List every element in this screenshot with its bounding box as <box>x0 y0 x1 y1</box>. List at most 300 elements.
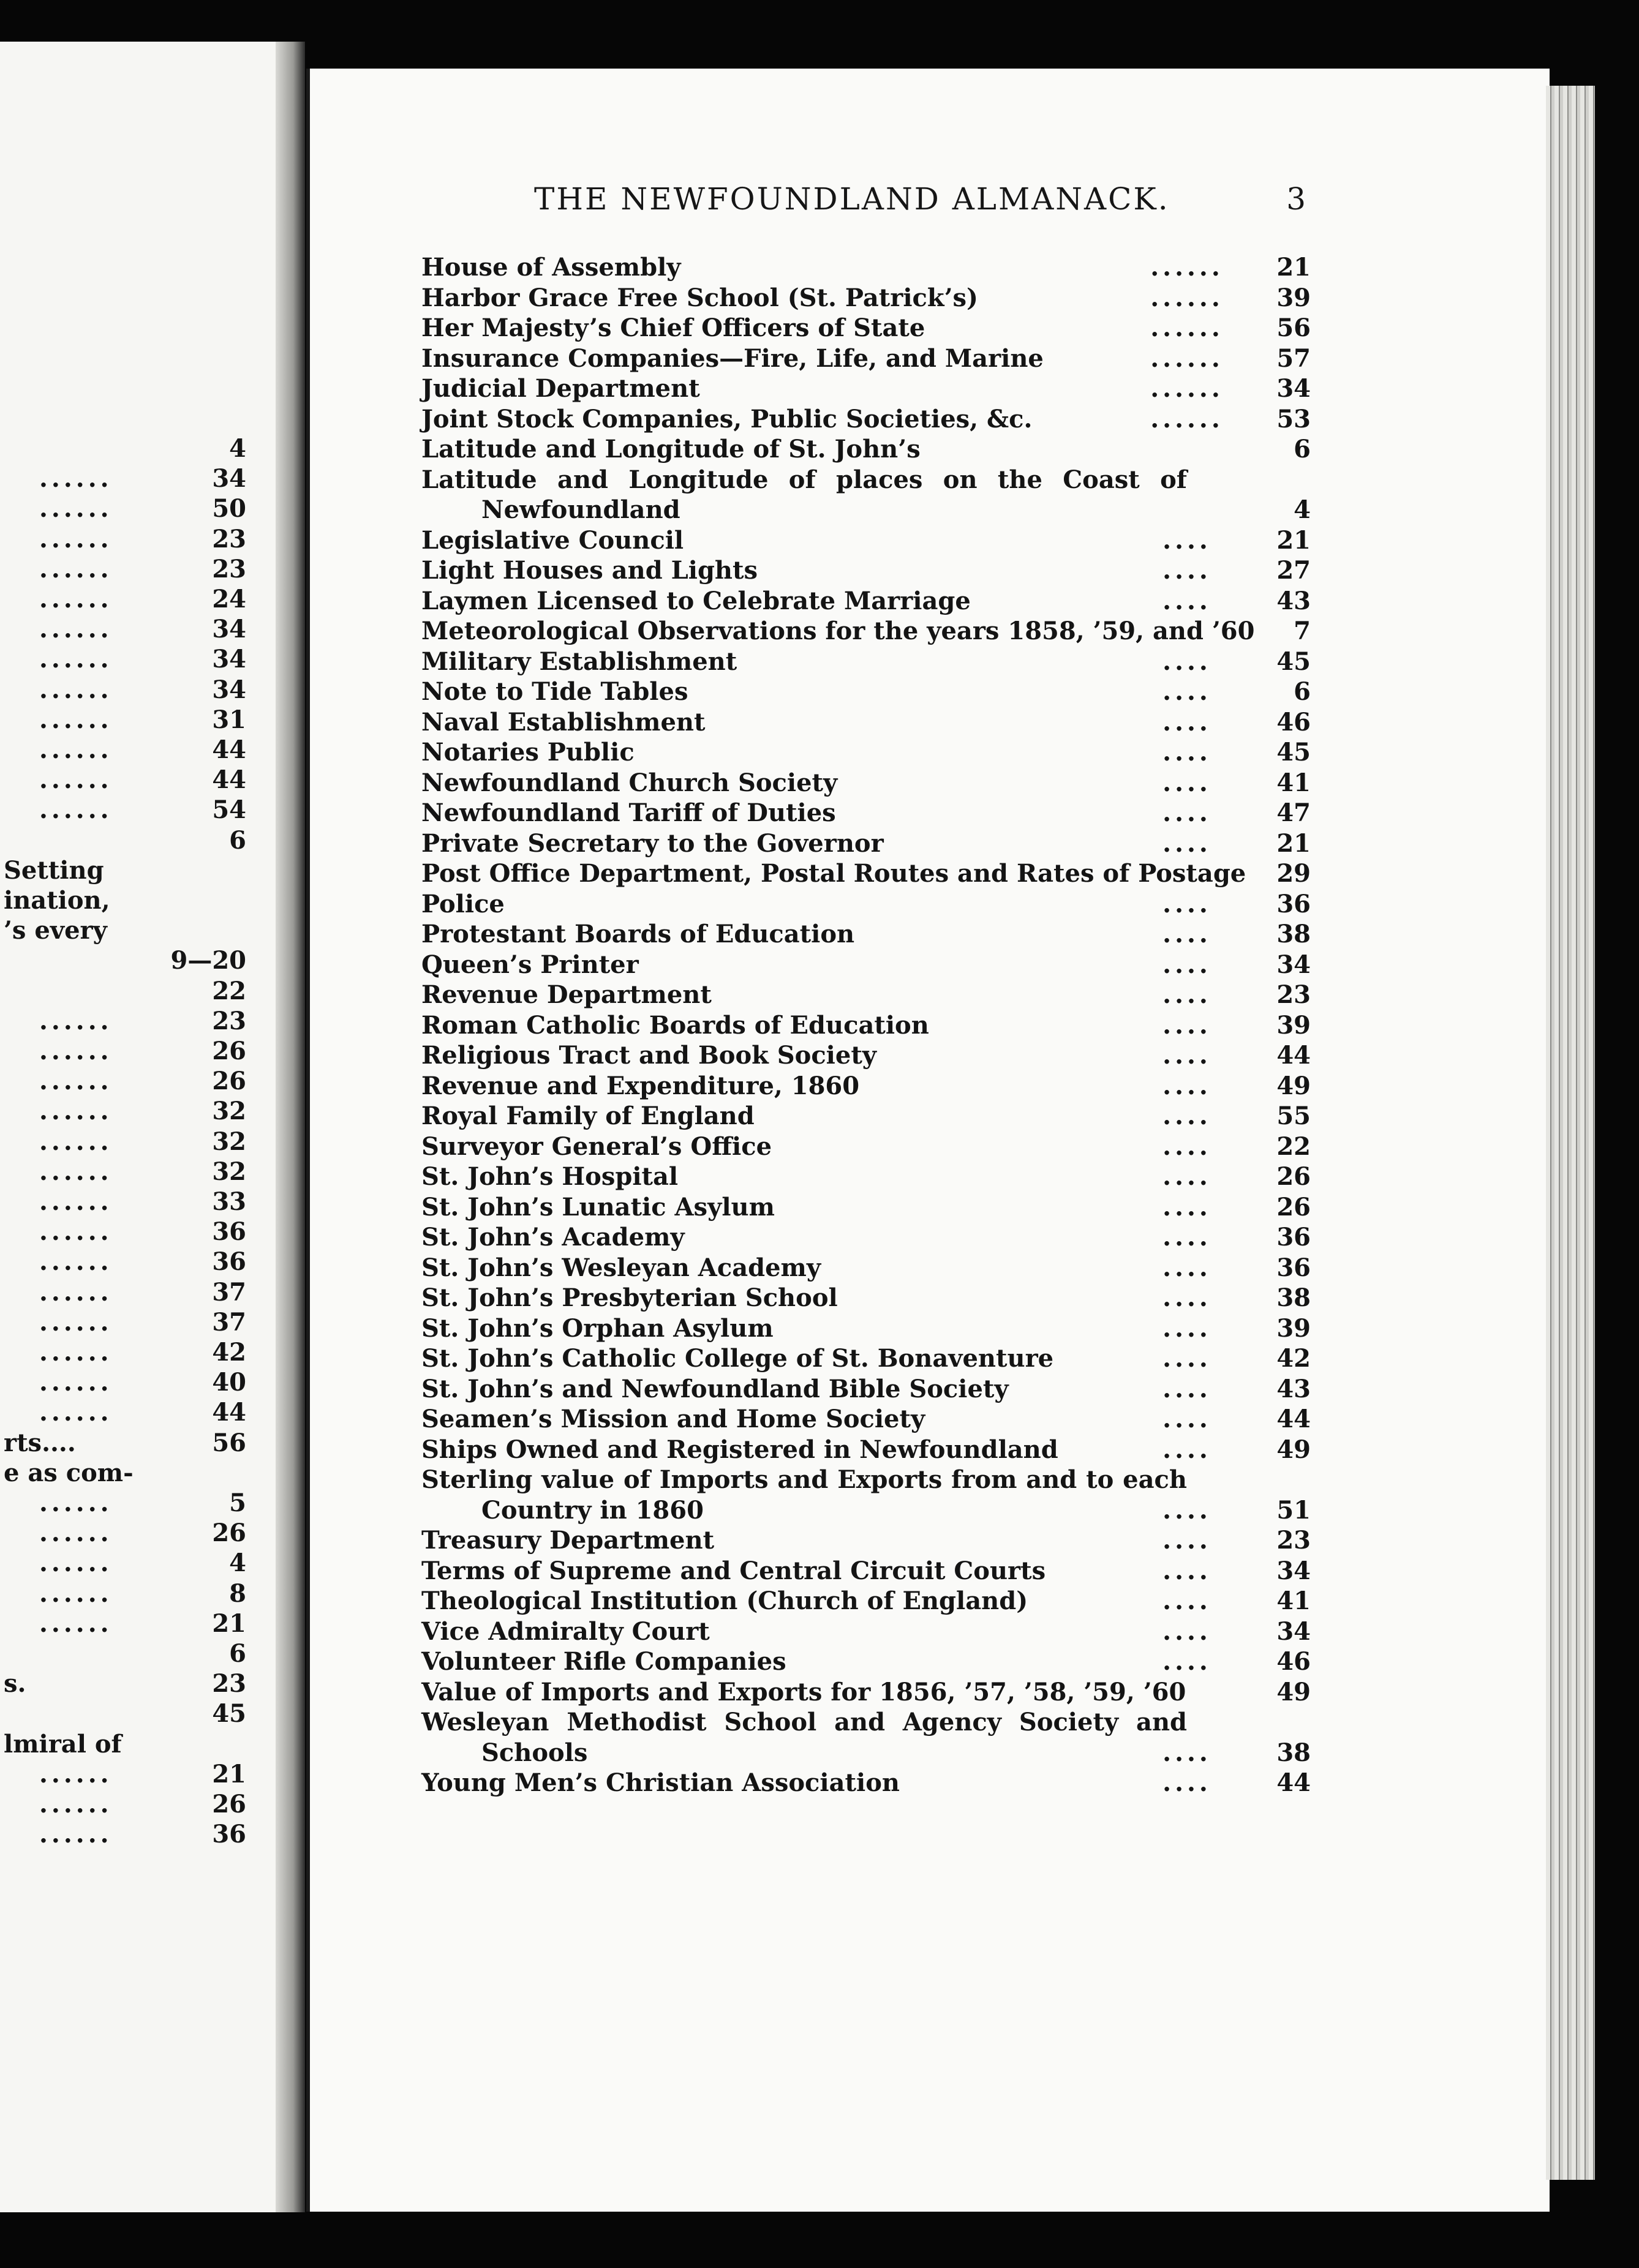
entry-title: Revenue and Expenditure, 1860 <box>421 1071 860 1100</box>
left-page-text: rts.... <box>4 1428 76 1457</box>
entry-page-number: 36 <box>1276 1253 1311 1282</box>
left-page-number: 26 <box>212 1519 246 1548</box>
entry-title: House of Assembly <box>421 253 681 282</box>
entry-page-number: 6 <box>1294 677 1311 706</box>
entry-page-number: 41 <box>1276 1586 1311 1615</box>
entry-title: St. John’s and Newfoundland Bible Society <box>421 1374 1009 1403</box>
leader-dots: .... <box>1162 677 1211 706</box>
left-page-number: 26 <box>212 1790 246 1819</box>
entry-title: Newfoundland Tariff of Duties <box>421 798 836 827</box>
entry-title: St. John’s Lunatic Asylum <box>421 1192 775 1222</box>
left-page-number: 4 <box>229 434 246 463</box>
left-page-number: 5 <box>229 1489 246 1517</box>
left-page-row <box>0 1458 257 1489</box>
entry-page-number: 44 <box>1276 1405 1311 1433</box>
index-entry <box>421 889 1311 920</box>
leader-dots: .... <box>1162 1405 1211 1433</box>
leader-dots: .... <box>1162 1313 1211 1343</box>
index-entry <box>421 647 1311 677</box>
leader-dots: ...... <box>39 705 113 734</box>
left-page-number: 34 <box>212 615 246 644</box>
leader-dots: ...... <box>39 615 113 644</box>
entry-title: Queen’s Printer <box>421 950 639 979</box>
leader-dots: .... <box>1162 1586 1211 1615</box>
left-page-number: 37 <box>212 1307 246 1337</box>
left-page-row <box>0 945 257 976</box>
entry-title: Judicial Department <box>421 374 700 403</box>
leader-dots: ...... <box>39 1097 113 1126</box>
left-page-number: 22 <box>212 976 246 1005</box>
entry-title: Legislative Council <box>421 525 684 555</box>
left-page-row <box>0 1609 257 1639</box>
left-page-row <box>0 855 257 886</box>
leader-dots: ...... <box>39 1307 113 1337</box>
leader-dots: .... <box>1162 1162 1211 1191</box>
left-page-row <box>0 885 257 916</box>
index-entry <box>421 1283 1311 1313</box>
leader-dots: ...... <box>39 645 113 674</box>
index-entry <box>421 950 1311 980</box>
entry-title: Her Majesty’s Chief Officers of State <box>421 314 925 342</box>
entry-page-number: 46 <box>1276 1647 1311 1676</box>
index-entry <box>421 1465 1311 1495</box>
entry-title: Wesleyan Methodist School and Agency Society and <box>421 1708 1187 1737</box>
index-entry <box>421 1586 1311 1617</box>
entry-title: Joint Stock Companies, Public Societies, &c. <box>421 404 1033 434</box>
entry-title: Private Secretary to the Governor <box>421 828 884 858</box>
left-page-text: lmiral of <box>4 1729 122 1759</box>
left-page-number: 6 <box>229 825 246 855</box>
left-page-number: 36 <box>212 1247 246 1277</box>
leader-dots: ...... <box>39 1398 113 1427</box>
leader-dots: ...... <box>39 1247 113 1277</box>
entry-page-number: 49 <box>1276 1435 1311 1464</box>
entry-title: Newfoundland Church Society <box>421 768 838 797</box>
left-page-row <box>0 1548 257 1579</box>
entry-title-continuation: Newfoundland <box>481 495 680 524</box>
left-page-row <box>0 1789 257 1820</box>
left-page-text: ’s every <box>4 916 107 945</box>
leader-dots: .... <box>1162 1102 1211 1130</box>
left-page-row <box>0 1036 257 1067</box>
leader-dots: ...... <box>39 1820 113 1849</box>
index-entry <box>421 1192 1311 1223</box>
left-page-row <box>0 1428 257 1459</box>
entry-title-continuation: Schools <box>481 1738 588 1767</box>
leader-dots: ...... <box>39 675 113 704</box>
left-page-number: 8 <box>229 1579 246 1608</box>
index-entry <box>421 555 1311 586</box>
left-page-number: 56 <box>212 1428 246 1457</box>
leader-dots: ...... <box>39 1037 113 1065</box>
left-page-number: 50 <box>212 494 246 524</box>
leader-dots: ...... <box>39 554 113 584</box>
leader-dots: .... <box>1162 707 1211 737</box>
leader-dots: ...... <box>39 1006 113 1035</box>
index-entry <box>421 1556 1311 1586</box>
entry-page-number: 23 <box>1276 980 1311 1009</box>
entry-title: St. John’s Catholic College of St. Bonaventure <box>421 1344 1054 1373</box>
entry-title: Revenue Department <box>421 980 712 1009</box>
left-page-row <box>0 675 257 705</box>
entry-title: Light Houses and Lights <box>421 556 758 585</box>
leader-dots: ...... <box>39 1790 113 1819</box>
entry-page-number: 44 <box>1276 1041 1311 1070</box>
left-page-number: 24 <box>212 585 246 614</box>
leader-dots: ...... <box>1150 314 1224 342</box>
left-page-number: 23 <box>212 554 246 584</box>
index-entry <box>421 1132 1311 1162</box>
left-page-row <box>0 825 257 856</box>
leader-dots: .... <box>1162 980 1211 1009</box>
leader-dots: ...... <box>39 1127 113 1156</box>
entry-title: St. John’s Hospital <box>421 1162 679 1191</box>
entry-title: Treasury Department <box>421 1526 715 1555</box>
index-entry <box>421 707 1311 738</box>
leader-dots: .... <box>1162 1344 1211 1373</box>
leader-dots: ...... <box>1150 404 1224 434</box>
left-page-number: 23 <box>212 1669 246 1699</box>
index-entry <box>421 1374 1311 1405</box>
index-entry <box>421 465 1311 495</box>
leader-dots: ...... <box>1150 253 1224 282</box>
left-page-number: 44 <box>212 735 246 764</box>
entry-title: Laymen Licensed to Celebrate Marriage <box>421 586 971 615</box>
entry-page-number: 43 <box>1276 1374 1311 1403</box>
left-page-row <box>0 524 257 555</box>
left-page-number: 6 <box>229 1639 246 1668</box>
left-page-number: 34 <box>212 464 246 494</box>
left-page-row <box>0 705 257 735</box>
left-page-row <box>0 434 257 464</box>
index-entry <box>421 828 1311 859</box>
index-entry <box>421 1071 1311 1102</box>
left-page-text: Setting <box>4 855 104 885</box>
entry-page-number: 49 <box>1276 1677 1311 1707</box>
entry-page-number: 21 <box>1276 828 1311 858</box>
leader-dots: .... <box>1162 1253 1211 1282</box>
left-page-row <box>0 1488 257 1519</box>
entry-page-number: 21 <box>1276 525 1311 555</box>
leader-dots: ...... <box>39 1549 113 1578</box>
entry-title: Notaries Public <box>421 738 635 767</box>
entry-title: Note to Tide Tables <box>421 677 688 706</box>
index-entry <box>421 980 1311 1010</box>
left-page-row <box>0 1006 257 1037</box>
left-page-text: ination, <box>4 886 110 915</box>
entry-title: Post Office Department, Postal Routes and Rates of Postage <box>421 859 1246 888</box>
left-page-row <box>0 1367 257 1398</box>
left-page-number: 42 <box>212 1338 246 1367</box>
left-page <box>0 42 288 2212</box>
leader-dots: ...... <box>39 795 113 825</box>
entry-title: Vice Admiralty Court <box>421 1617 710 1646</box>
page-edges <box>1546 86 1595 2180</box>
leader-dots: ...... <box>39 494 113 524</box>
leader-dots: .... <box>1162 920 1211 948</box>
entry-title: Royal Family of England <box>421 1102 755 1130</box>
left-page-row <box>0 464 257 494</box>
leader-dots: ...... <box>39 1187 113 1216</box>
leader-dots: ...... <box>39 1489 113 1517</box>
leader-dots: .... <box>1162 1071 1211 1100</box>
leader-dots: .... <box>1162 768 1211 797</box>
leader-dots: ...... <box>39 1157 113 1186</box>
leader-dots: ...... <box>39 1759 113 1789</box>
entry-title: Young Men’s Christian Association <box>421 1768 900 1797</box>
index-entry <box>421 616 1311 647</box>
left-page-row <box>0 1639 257 1669</box>
left-page-number: 31 <box>212 705 246 734</box>
entry-page-number: 38 <box>1276 1283 1311 1312</box>
leader-dots: .... <box>1162 738 1211 767</box>
entry-page-number: 34 <box>1276 1556 1311 1585</box>
leader-dots: ...... <box>39 735 113 764</box>
leader-dots: .... <box>1162 1495 1211 1525</box>
left-page-row <box>0 1127 257 1157</box>
leader-dots: ...... <box>39 1338 113 1367</box>
leader-dots: .... <box>1162 889 1211 918</box>
entry-page-number: 38 <box>1276 920 1311 948</box>
index-entry <box>421 1707 1311 1738</box>
entry-page-number: 29 <box>1276 859 1311 888</box>
entry-page-number: 46 <box>1276 707 1311 737</box>
leader-dots: ...... <box>39 464 113 494</box>
index-entry-continuation <box>421 1738 1311 1768</box>
left-page-number: 21 <box>212 1609 246 1638</box>
entry-title: St. John’s Academy <box>421 1223 685 1252</box>
left-page-row <box>0 1669 257 1699</box>
index-entry <box>421 1313 1311 1344</box>
left-page-row <box>0 976 257 1007</box>
left-page-row <box>0 1217 257 1247</box>
leader-dots: ...... <box>1150 374 1224 403</box>
entry-page-number: 57 <box>1276 344 1311 373</box>
page-number: 3 <box>1286 181 1306 217</box>
leader-dots: .... <box>1162 1647 1211 1676</box>
index-entry <box>421 858 1311 889</box>
leader-dots: .... <box>1162 798 1211 827</box>
index-entry <box>421 1253 1311 1283</box>
left-page-number: 26 <box>212 1067 246 1096</box>
leader-dots: .... <box>1162 1041 1211 1070</box>
page-gutter <box>276 42 305 2212</box>
left-page-row <box>0 584 257 615</box>
entry-page-number: 56 <box>1276 314 1311 342</box>
leader-dots: ...... <box>39 524 113 554</box>
entry-page-number: 41 <box>1276 768 1311 797</box>
entry-title: St. John’s Presbyterian School <box>421 1283 838 1312</box>
left-page-number: 44 <box>212 1398 246 1427</box>
index-entry <box>421 1768 1311 1798</box>
leader-dots: ...... <box>39 1277 113 1307</box>
left-page-number: 36 <box>212 1217 246 1247</box>
index-entry <box>421 1617 1311 1647</box>
entry-title: Religious Tract and Book Society <box>421 1041 877 1070</box>
entry-title: Sterling value of Imports and Exports from and to each <box>421 1465 1187 1494</box>
entry-title: Insurance Companies—Fire, Life, and Marine <box>421 344 1044 373</box>
entry-page-number: 26 <box>1276 1162 1311 1191</box>
left-page-number: 32 <box>212 1127 246 1156</box>
entry-page-number: 36 <box>1276 889 1311 918</box>
left-page-row <box>0 494 257 524</box>
left-page-row <box>0 1247 257 1277</box>
entry-title: St. John’s Orphan Asylum <box>421 1313 774 1343</box>
entry-page-number: 49 <box>1276 1071 1311 1100</box>
left-page-row <box>0 795 257 825</box>
entry-page-number: 34 <box>1276 374 1311 403</box>
left-page-row <box>0 1729 257 1760</box>
leader-dots: ...... <box>39 1368 113 1397</box>
left-page-row <box>0 1307 257 1338</box>
left-page-number: 23 <box>212 1006 246 1035</box>
leader-dots: ...... <box>39 1579 113 1608</box>
left-page-number: 26 <box>212 1037 246 1065</box>
entry-page-number: 53 <box>1276 404 1311 434</box>
leader-dots: ...... <box>39 1519 113 1548</box>
index-entry <box>421 1525 1311 1556</box>
index-entry <box>421 1010 1311 1041</box>
entry-page-number: 21 <box>1276 253 1311 282</box>
index-entry <box>421 919 1311 950</box>
left-page-number: 21 <box>212 1759 246 1789</box>
entry-title: St. John’s Wesleyan Academy <box>421 1253 821 1282</box>
leader-dots: .... <box>1162 525 1211 555</box>
leader-dots: ...... <box>39 1217 113 1247</box>
entry-title: Military Establishment <box>421 647 737 676</box>
left-page-number: 9—20 <box>170 946 246 975</box>
index-entry <box>421 1101 1311 1132</box>
left-page-row <box>0 1819 257 1850</box>
index-list <box>421 252 1311 1798</box>
leader-dots: ...... <box>39 1067 113 1096</box>
left-page-row <box>0 1759 257 1790</box>
entry-page-number: 27 <box>1276 556 1311 585</box>
entry-page-number: 34 <box>1276 950 1311 979</box>
leader-dots: .... <box>1162 586 1211 615</box>
index-entry <box>421 283 1311 314</box>
entry-title: Naval Establishment <box>421 707 706 737</box>
left-page-row <box>0 735 257 765</box>
leader-dots: .... <box>1162 1010 1211 1040</box>
entry-title-continuation: Country in 1860 <box>481 1495 704 1525</box>
entry-title: Roman Catholic Boards of Education <box>421 1010 929 1040</box>
entry-page-number: 45 <box>1276 738 1311 767</box>
entry-title: Police <box>421 889 505 918</box>
left-page-text: s. <box>4 1669 26 1699</box>
left-page-number: 32 <box>212 1157 246 1186</box>
entry-page-number: 55 <box>1276 1102 1311 1130</box>
leader-dots: .... <box>1162 1768 1211 1797</box>
left-page-row <box>0 1066 257 1097</box>
left-page-number: 34 <box>212 675 246 704</box>
entry-page-number: 4 <box>1294 495 1311 524</box>
left-page-number: 33 <box>212 1187 246 1216</box>
leader-dots: ...... <box>39 585 113 614</box>
index-entry <box>421 434 1311 465</box>
index-entry <box>421 374 1311 404</box>
entry-title: Surveyor General’s Office <box>421 1132 772 1161</box>
index-entry <box>421 768 1311 798</box>
entry-title: Seamen’s Mission and Home Society <box>421 1405 925 1433</box>
left-page-row <box>0 1157 257 1187</box>
entry-page-number: 44 <box>1276 1768 1311 1797</box>
entry-page-number: 26 <box>1276 1192 1311 1222</box>
index-entry <box>421 252 1311 283</box>
leader-dots: .... <box>1162 1374 1211 1403</box>
index-entry-continuation <box>421 1495 1311 1526</box>
left-page-row <box>0 765 257 795</box>
entry-page-number: 38 <box>1276 1738 1311 1767</box>
index-entry <box>421 404 1311 435</box>
left-page-row <box>0 614 257 645</box>
left-page-number: 36 <box>212 1820 246 1849</box>
left-page-row <box>0 1096 257 1127</box>
entry-title: Harbor Grace Free School (St. Patrick’s) <box>421 283 978 312</box>
entry-page-number: 22 <box>1276 1132 1311 1161</box>
left-page-row <box>0 554 257 585</box>
leader-dots: .... <box>1162 828 1211 858</box>
entry-page-number: 23 <box>1276 1526 1311 1555</box>
left-page-row <box>0 915 257 946</box>
index-entry <box>421 1222 1311 1253</box>
entry-title: Meteorological Observations for the years 1858, ’59, and ’60 <box>421 617 1255 645</box>
entry-title: Volunteer Rifle Companies <box>421 1647 786 1676</box>
left-page-text: e as com- <box>4 1458 134 1487</box>
leader-dots: .... <box>1162 647 1211 676</box>
leader-dots: .... <box>1162 1223 1211 1252</box>
index-entry <box>421 677 1311 707</box>
left-page-number: 37 <box>212 1277 246 1307</box>
entry-page-number: 39 <box>1276 1313 1311 1343</box>
left-page-row <box>0 644 257 675</box>
left-page-number: 45 <box>212 1699 246 1729</box>
index-entry <box>421 1404 1311 1435</box>
entry-title: Latitude and Longitude of St. John’s <box>421 435 921 464</box>
entry-title: Terms of Supreme and Central Circuit Courts <box>421 1556 1046 1585</box>
entry-title: Theological Institution (Church of England) <box>421 1586 1028 1615</box>
index-entry <box>421 1343 1311 1374</box>
leader-dots: .... <box>1162 556 1211 585</box>
leader-dots: .... <box>1162 1556 1211 1585</box>
left-page-number: 54 <box>212 795 246 825</box>
index-entry <box>421 525 1311 556</box>
left-page-number: 40 <box>212 1368 246 1397</box>
entry-page-number: 43 <box>1276 586 1311 615</box>
leader-dots: .... <box>1162 1738 1211 1767</box>
left-page-number: 44 <box>212 765 246 795</box>
left-page-row <box>0 1579 257 1609</box>
left-page-number: 4 <box>229 1549 246 1578</box>
leader-dots: .... <box>1162 1283 1211 1312</box>
page-header-title: THE NEWFOUNDLAND ALMANACK. <box>534 181 1170 217</box>
left-page-row <box>0 1699 257 1729</box>
entry-title: Value of Imports and Exports for 1856, ’57, ’58, ’59, ’60 <box>421 1677 1186 1707</box>
entry-page-number: 36 <box>1276 1223 1311 1252</box>
leader-dots: .... <box>1162 950 1211 979</box>
leader-dots: ...... <box>39 1609 113 1638</box>
index-entry <box>421 344 1311 374</box>
leader-dots: .... <box>1162 1132 1211 1161</box>
entry-page-number: 47 <box>1276 798 1311 827</box>
index-entry <box>421 313 1311 344</box>
entry-page-number: 7 <box>1294 617 1311 645</box>
left-page-row <box>0 1397 257 1428</box>
entry-page-number: 39 <box>1276 283 1311 312</box>
left-page-number: 32 <box>212 1097 246 1126</box>
index-entry <box>421 1647 1311 1677</box>
entry-page-number: 39 <box>1276 1010 1311 1040</box>
